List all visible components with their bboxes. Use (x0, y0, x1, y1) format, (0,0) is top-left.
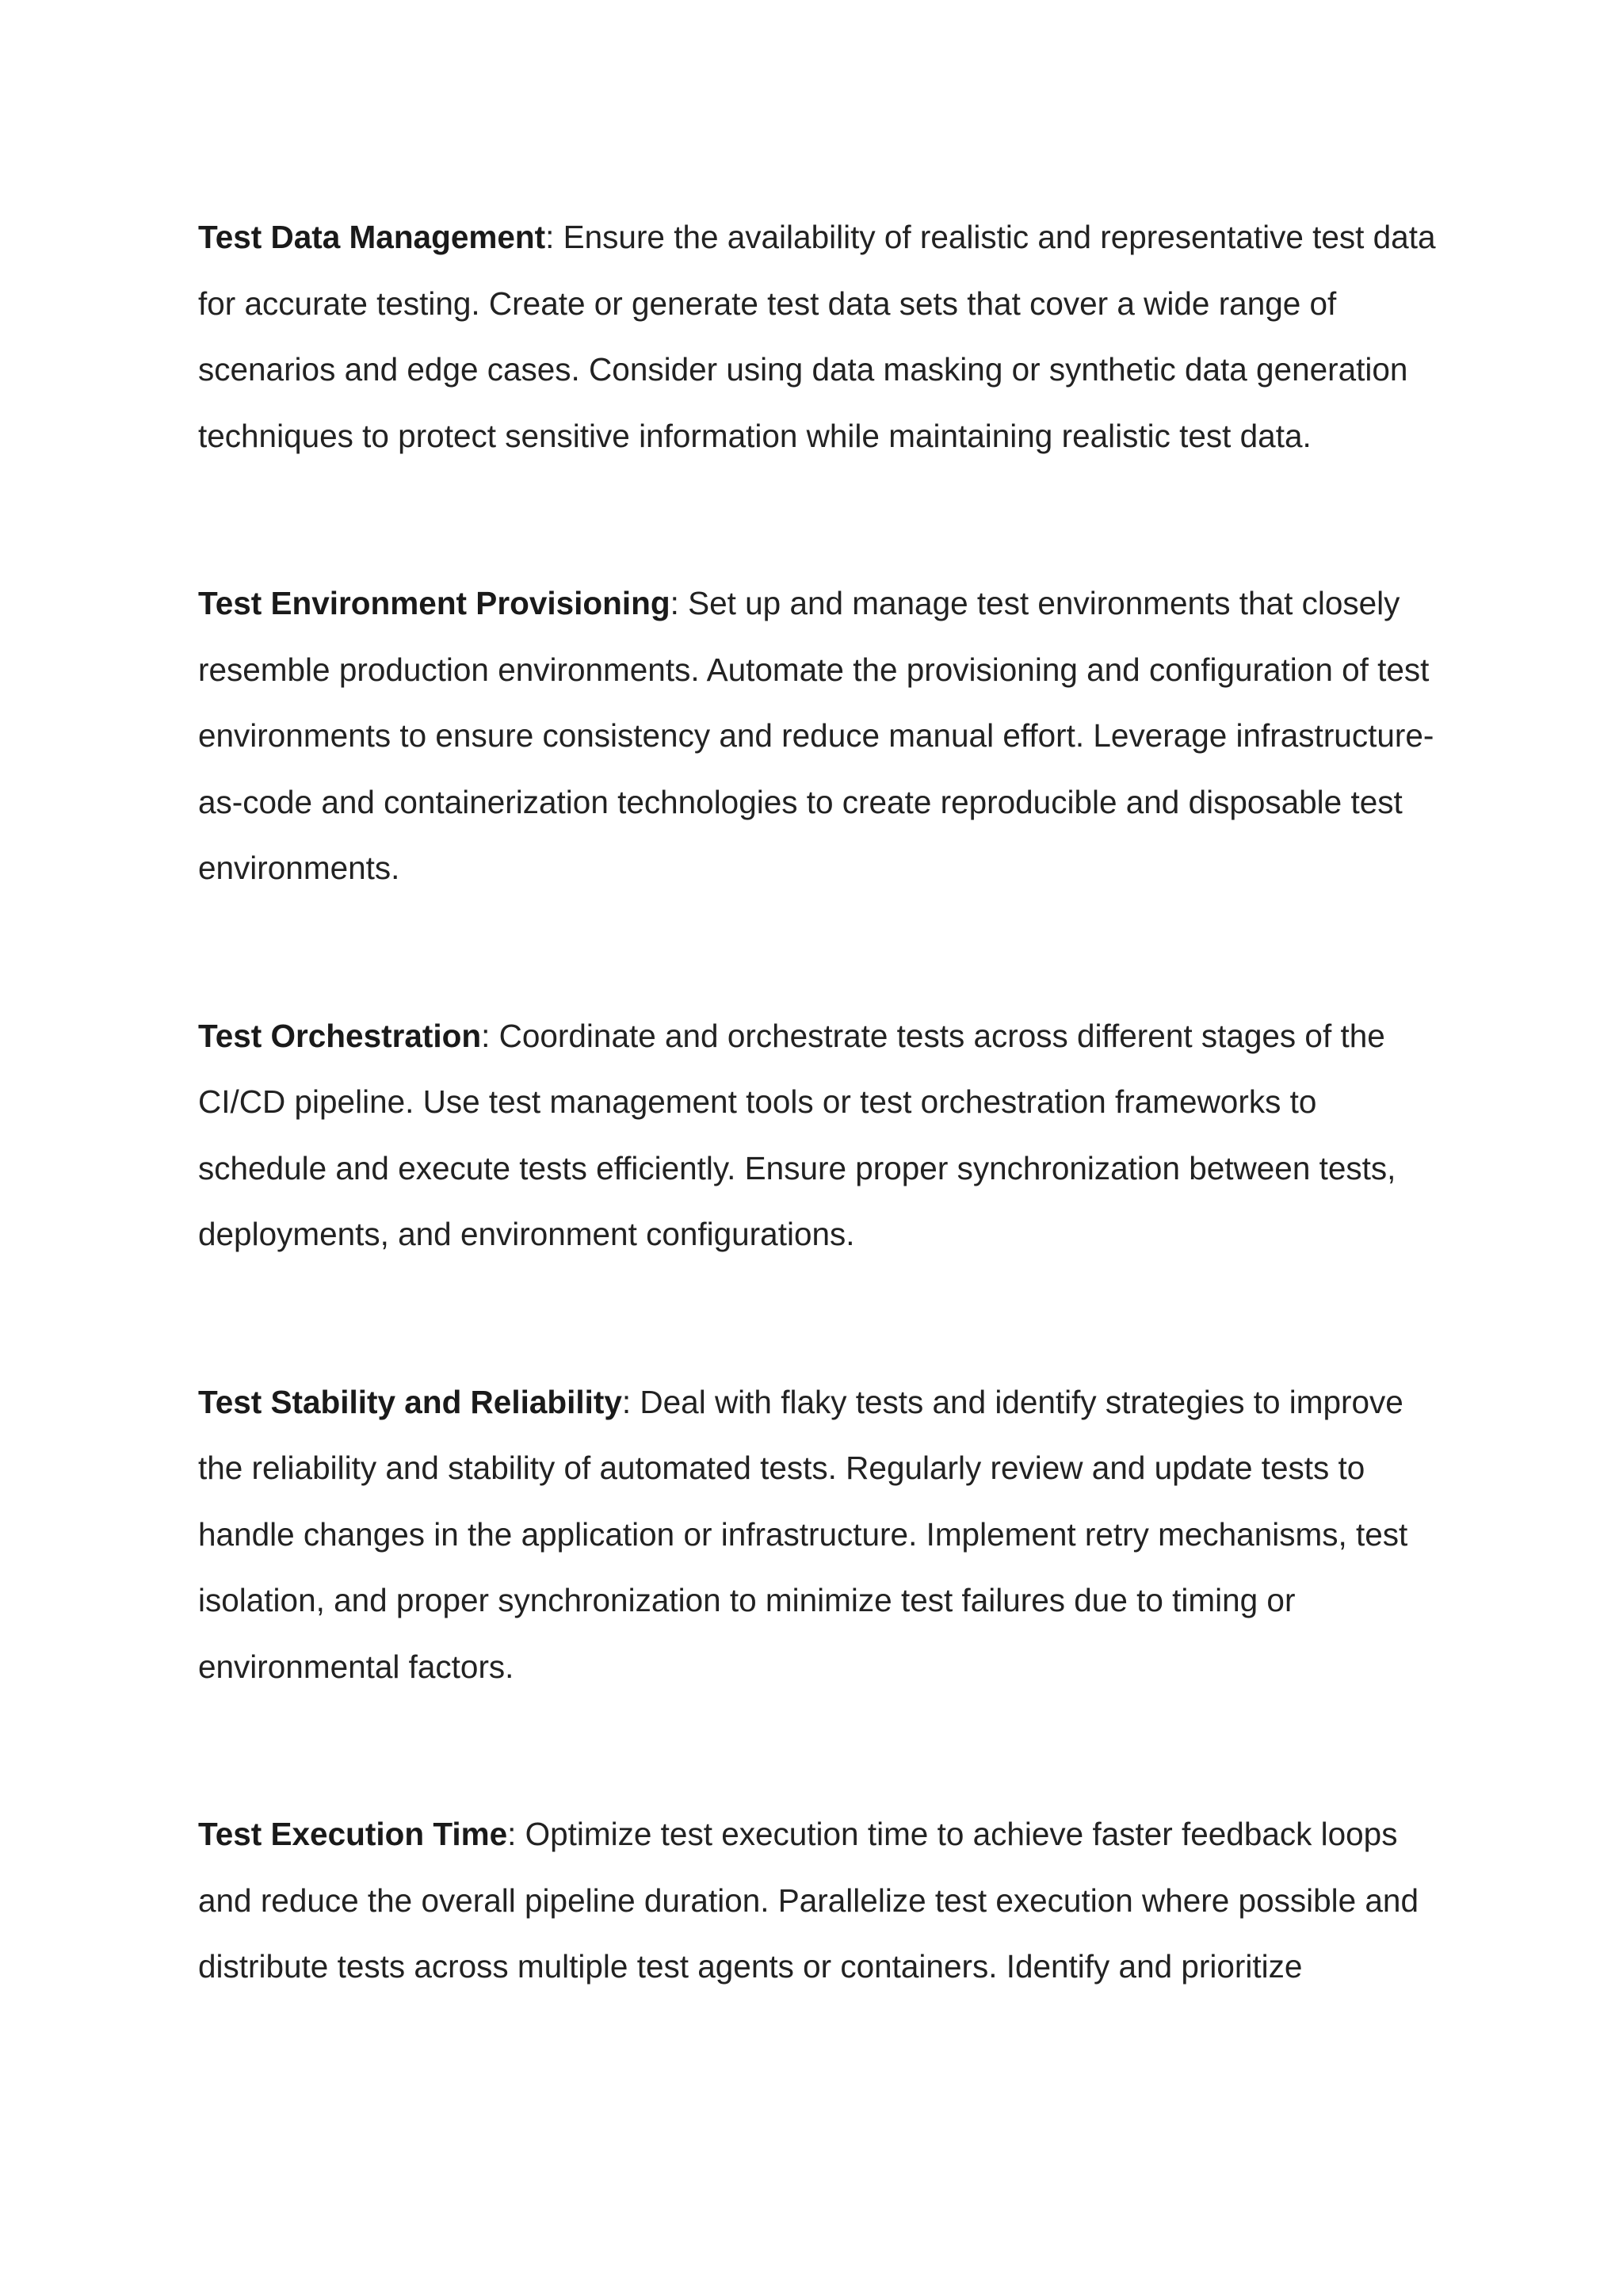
term-separator: : (545, 219, 555, 255)
section-test-orchestration (198, 1003, 1442, 1268)
section-term: Test Environment Provisioning (198, 585, 670, 621)
term-separator: : (507, 1816, 517, 1852)
section-term: Test Orchestration (198, 1017, 482, 1054)
section-body: Coordinate and orchestrate tests across different stages of the CI/CD pipeline. Use test management tools or test orchestration frameworks to schedule and execute tests efficiently. Ensure proper synchronization between tests, deployments, and environment configurations. (198, 1017, 1396, 1252)
section-body: Set up and manage test environments that closely resemble production environments. Automate the provisioning and configuration of test environments to ensure consistency and reduce manual effort. Leverage infrastructure-as-code and containerization technologies to create reproducible and disposable test environments. (198, 585, 1434, 886)
section-body: Ensure the availability of realistic and representative test data for accurate testing. Create or generate test data sets that cover a wide range of scenarios and edge cases. Consider using data masking or synthetic data generation techniques to protect sensitive information while maintaining realistic test data. (198, 219, 1436, 454)
paragraph (198, 1370, 1442, 1701)
term-separator: : (481, 1017, 491, 1054)
section-test-environment-provisioning (198, 571, 1442, 902)
paragraph (198, 1003, 1442, 1268)
section-body: Deal with flaky tests and identify strategies to improve the reliability and stability of automated tests. Regularly review and update tests to handle changes in the application or infrastructure. Implement retry mechanisms, test isolation, and proper synchronization to minimize test failures due to timing or environmental factors. (198, 1383, 1408, 1685)
term-separator: : (621, 1383, 632, 1420)
section-term: Test Stability and Reliability (198, 1383, 622, 1420)
document-body (198, 204, 1442, 2102)
section-term: Test Data Management (198, 219, 546, 255)
paragraph (198, 204, 1442, 469)
section-term: Test Execution Time (198, 1816, 508, 1852)
section-test-execution-time (198, 1801, 1442, 2000)
section-test-data-management (198, 204, 1442, 469)
paragraph (198, 1801, 1442, 2000)
section-test-stability-and-reliability (198, 1370, 1442, 1701)
term-separator: : (670, 585, 679, 621)
paragraph (198, 571, 1442, 902)
section-body: Optimize test execution time to achieve faster feedback loops and reduce the overall pipeline duration. Parallelize test execution where possible and distribute tests across multiple test agents or containers. Identify and prioritize (198, 1816, 1419, 1985)
